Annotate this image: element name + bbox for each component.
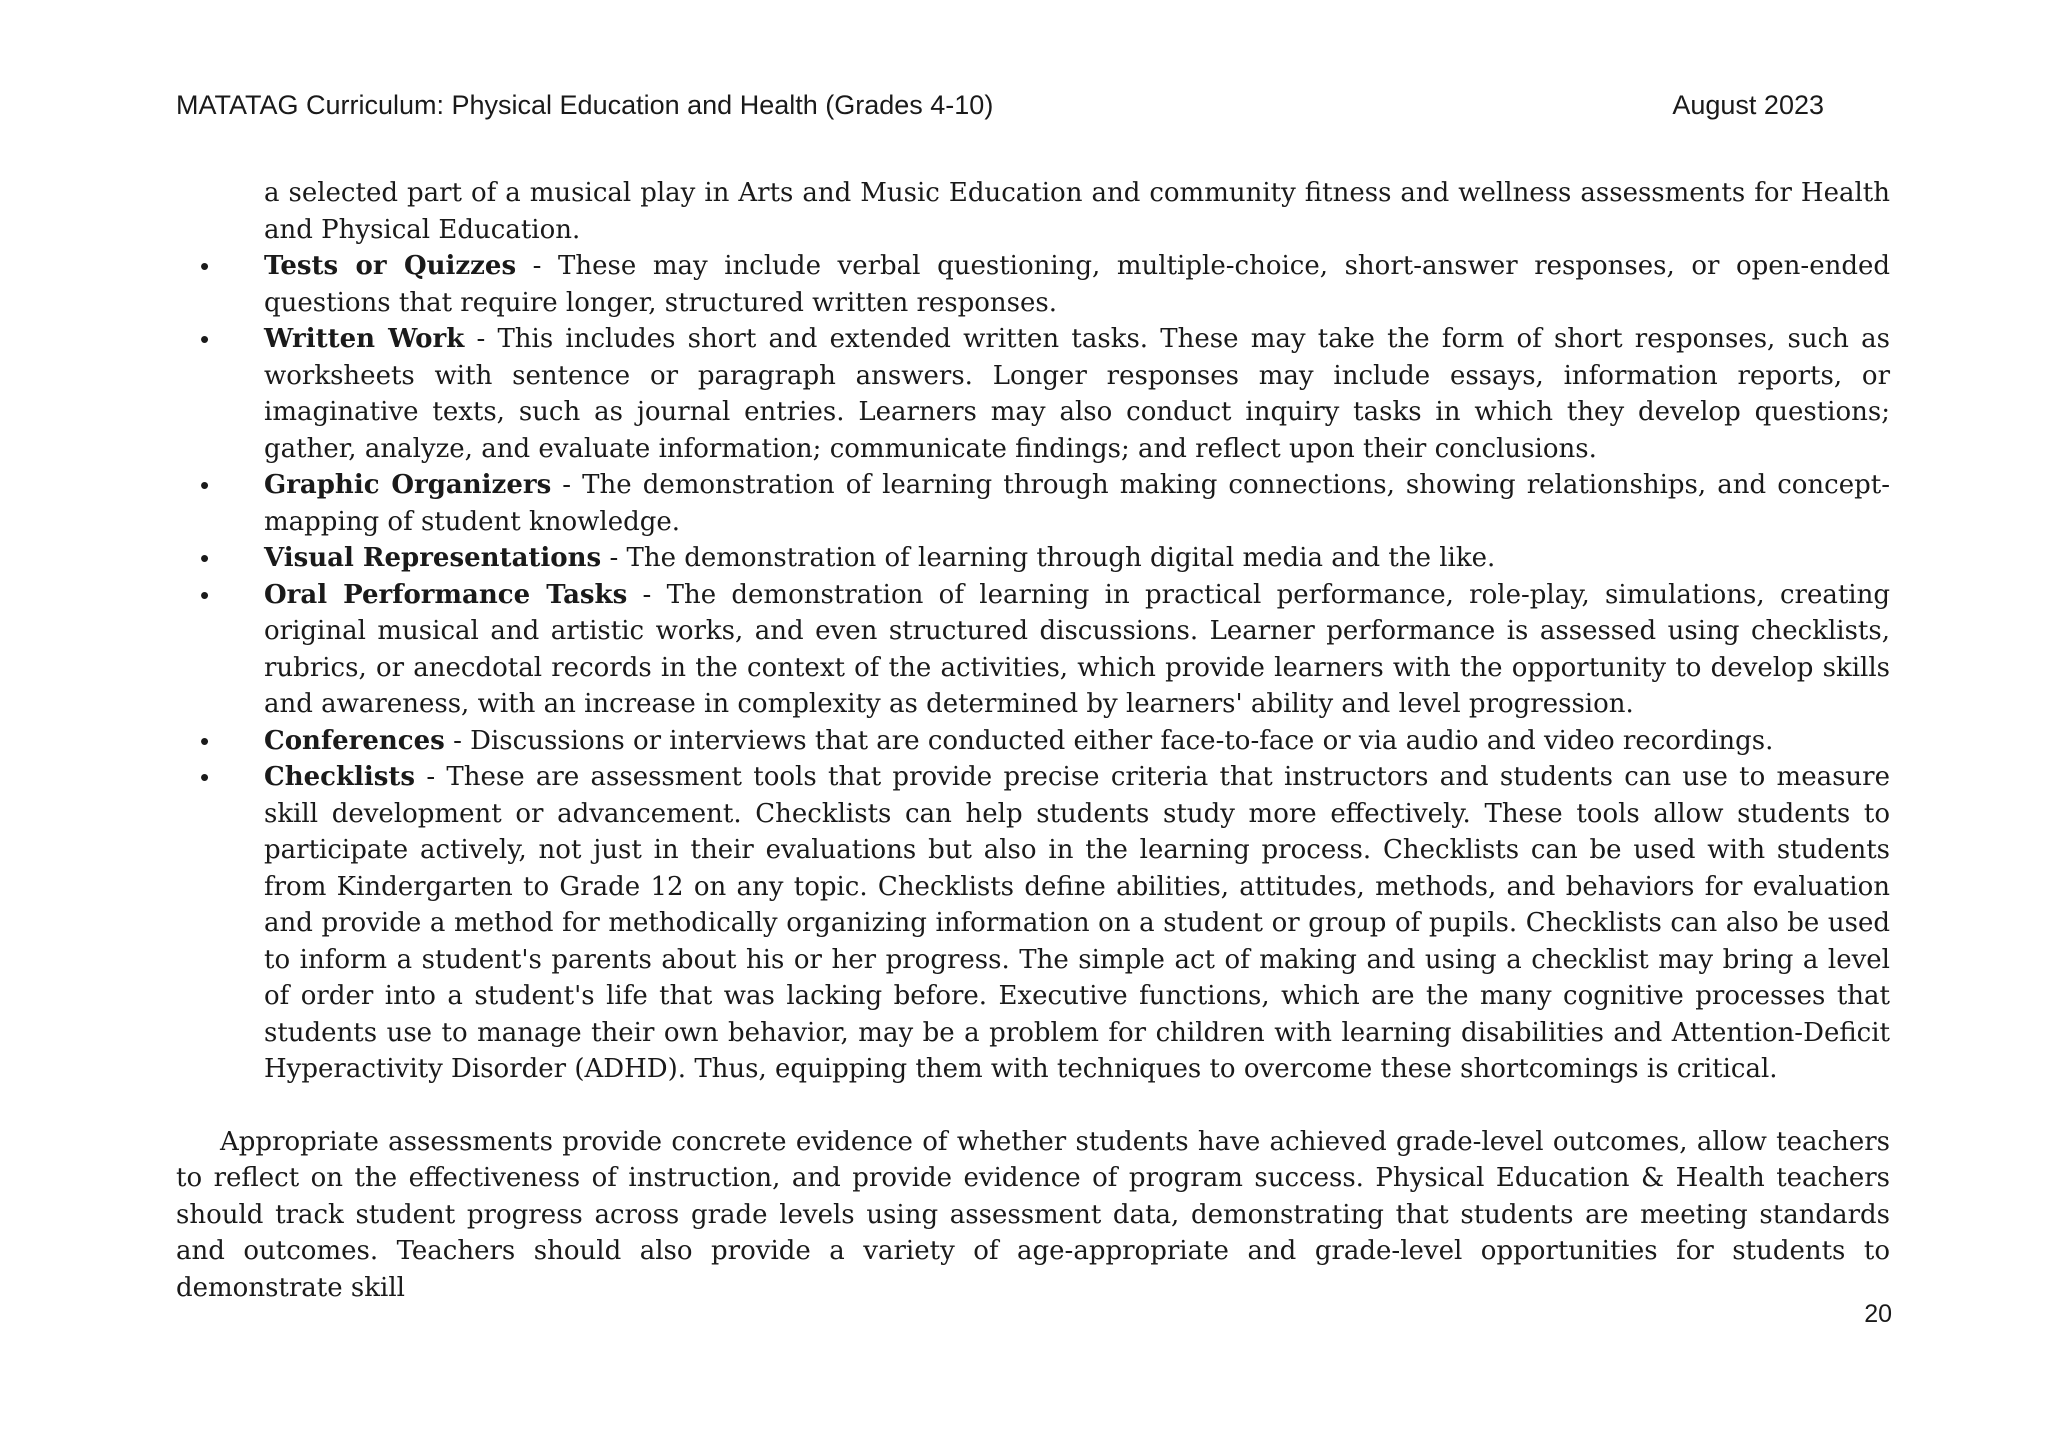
list-item-term: Oral Performance Tasks: [264, 579, 628, 610]
document-date: August 2023: [1672, 90, 1824, 120]
list-item-term: Conferences: [264, 725, 445, 756]
bullet-icon: •: [200, 251, 210, 281]
list-item-text: - These may include verbal questioning, multiple-choice, short-answer responses, or open-ended questions that require longer, structured written responses.: [264, 251, 1891, 318]
list-item: [176, 321, 1890, 467]
list-item-text: - These are assessment tools that provide precise criteria that instructors and students can use to measure skill development or advancement. Checklists can help students study more effectively. These tools allow students to participate actively, not just in their evaluations but also in the learning process. Checklists can be used with students from Kindergarten to Grade 12 on any topic. Checklists define abilities, attitudes, methods, and behaviors for evaluation and provide a method for methodically organizing information on a student or group of pupils. Checklists can also be used to inform a student's parents about his or her progress. The simple act of making and using a checklist may bring a level of order into a student's life that was lacking before. Executive functions, which are the many cognitive processes that students use to manage their own behavior, may be a problem for children with learning disabilities and Attention-Deficit Hyperactivity Disorder (ADHD). Thus, equipping them with techniques to overcome these shortcomings is critical.: [264, 762, 1890, 1084]
closing-paragraph: Appropriate assessments provide concrete evidence of whether students have achieved grade-level outcomes, allow teachers to reflect on the effectiveness of instruction, and provide evidence of program success. Physical Education & Health teachers should track student progress across grade levels using assessment data, demonstrating that students are meeting standards and outcomes. Teachers should also provide a variety of age-appropriate and grade-level opportunities for students to demonstrate skill: [176, 1126, 1890, 1303]
list-item-text: - The demonstration of learning in practical performance, role-play, simulations, creating original musical and artistic works, and even structured discussions. Learner performance is assessed using checklists, rubrics, or anecdotal records in the context of the activities, which provide learners with the opportunity to develop skills and awareness, with an increase in complexity as determined by learners' ability and level progression.: [264, 579, 1891, 719]
list-item-term: Graphic Organizers: [264, 470, 552, 500]
page-content: [176, 175, 1890, 1332]
list-item: [176, 248, 1890, 321]
bullet-icon: •: [200, 470, 210, 500]
list-item-text: - The demonstration of learning through digital media and the like.: [601, 543, 1496, 573]
page-number: 20: [1864, 1300, 1892, 1328]
bullet-icon: •: [200, 543, 210, 573]
intro-continuation: a selected part of a musical play in Arts and Music Education and community fitness and wellness assessments for Health and Physical Education.: [264, 178, 1890, 245]
list-item: [176, 723, 1890, 760]
list-item-term: Tests or Quizzes: [264, 251, 517, 281]
bullet-icon: •: [200, 579, 210, 610]
list-item: [176, 759, 1890, 1088]
list-item-term: Checklists: [264, 762, 416, 792]
list-item-term: Visual Representations: [264, 543, 602, 573]
list-item: [176, 467, 1890, 540]
list-item-term: Written Work: [264, 324, 465, 354]
bullet-icon: •: [200, 725, 210, 756]
bullet-icon: •: [200, 762, 210, 792]
bullet-icon: •: [200, 324, 210, 354]
list-item: [176, 540, 1890, 577]
list-item: [176, 577, 1890, 723]
page-header: [176, 88, 1824, 128]
document-title: MATATAG Curriculum: Physical Education and Health (Grades 4-10): [176, 90, 994, 120]
list-item-text: - Discussions or interviews that are conducted either face-to-face or via audio and video recordings.: [444, 725, 1774, 756]
list-item-text: - The demonstration of learning through making connections, showing relationships, and concept-mapping of student knowledge.: [264, 470, 1890, 537]
assessment-list: [176, 248, 1890, 1088]
list-item-text: - This includes short and extended written tasks. These may take the form of short responses, such as worksheets with sentence or paragraph answers. Longer responses may include essays, information reports, or imaginative texts, such as journal entries. Learners may also conduct inquiry tasks in which they develop questions; gather, analyze, and evaluate information; communicate findings; and reflect upon their conclusions.: [264, 324, 1890, 464]
